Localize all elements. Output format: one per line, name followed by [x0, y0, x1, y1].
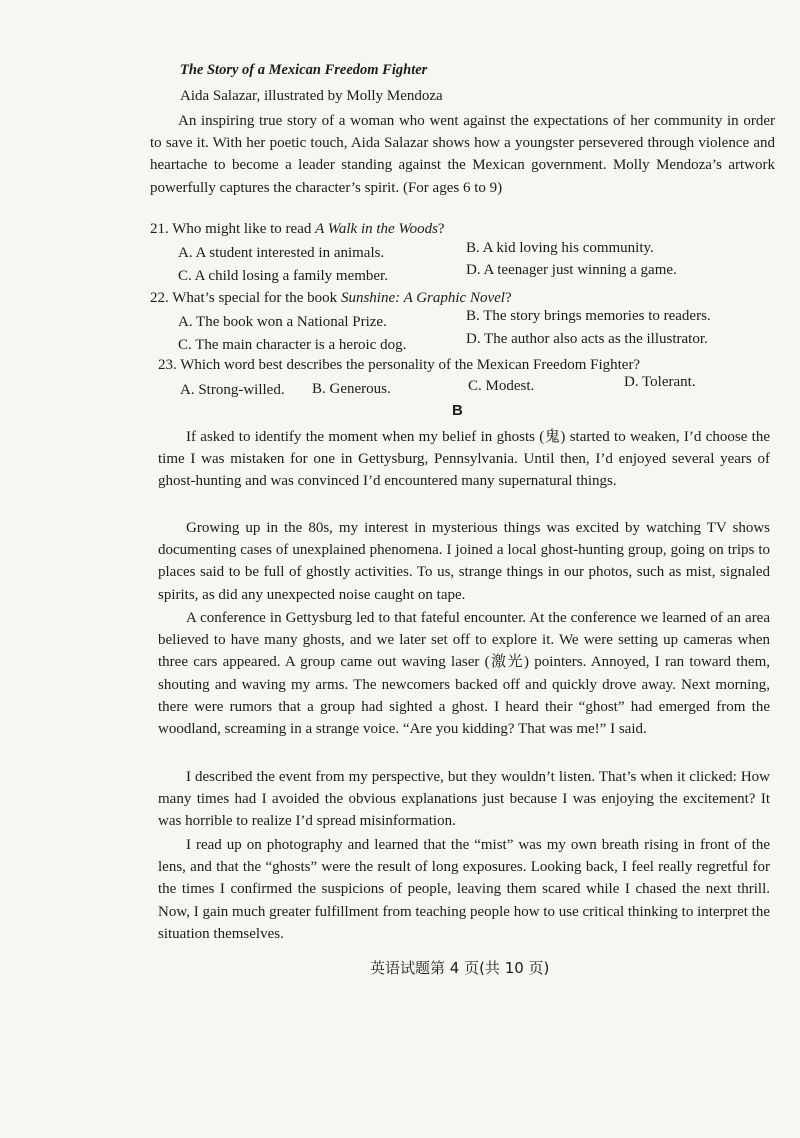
option-22-c[interactable]: C. The main character is a heroic dog. — [178, 337, 407, 353]
section-b-heading: B — [452, 402, 463, 419]
question-21-book-title: A Walk in the Woods — [315, 221, 438, 237]
option-23-a[interactable]: A. Strong-willed. — [180, 382, 285, 398]
option-22-d[interactable]: D. The author also acts as the illustrator. — [466, 331, 708, 347]
book-description: An inspiring true story of a woman who went against the expectations of her community in order to save it. With her poetic touch, Aida Salazar shows how a youngster persevered through violence and heartache to become a leader standing against the Mexican government. Molly Mendoza’s artwork powerfully captures the character’s spirit. (For ages 6 to 9) — [150, 113, 775, 196]
paragraph-b-3: A conference in Gettysburg led to that fateful encounter. At the conference we learned of an area believed to have many ghosts, and we later set off to explore it. We were setting up cameras when three cars appeared. A group came out waving laser (激光) pointers. Annoyed, I ran toward them, shouting and waving my arms. The newcomers backed off and quickly drove away. Next morning, there were rumors that a group had sighted a ghost. I heard their “ghost” had emerged from the woodland, screaming in a strange voice. “Are you kidding? That was me!” I said. — [158, 610, 770, 738]
option-22-b[interactable]: B. The story brings memories to readers. — [466, 308, 711, 324]
author-line: Aida Salazar, illustrated by Molly Mendoza — [180, 88, 443, 104]
question-22-suffix: ? — [504, 290, 512, 306]
option-21-c[interactable]: C. A child losing a family member. — [178, 268, 388, 284]
option-21-b[interactable]: B. A kid loving his community. — [466, 240, 654, 256]
option-23-c[interactable]: C. Modest. — [468, 378, 535, 394]
question-23-prefix: 23. Which word best describes the personality of the Mexican Freedom Fighter? — [158, 357, 641, 373]
option-21-d[interactable]: D. A teenager just winning a game. — [466, 262, 677, 278]
paragraph-b-5: I read up on photography and learned that the “mist” was my own breath rising in front of the lens, and that the “ghosts” were the result of long exposures. Looking back, I feel really regretful for the times I confirmed the suspicions of people, leaving them scared while I chased the next thrill. Now, I gain much greater fulfillment from teaching people how to use critical thinking to interpret the situation themselves. — [158, 837, 770, 942]
question-23 — [158, 357, 778, 374]
question-22 — [150, 290, 770, 307]
option-23-d[interactable]: D. Tolerant. — [624, 374, 696, 390]
option-22-a[interactable]: A. The book won a National Prize. — [178, 314, 387, 330]
question-21 — [150, 221, 770, 238]
paragraph-b-2: Growing up in the 80s, my interest in mysterious things was excited by watching TV shows documenting cases of unexplained phenomena. I joined a local ghost-hunting group, going on trips to places said to be full of ghostly activities. To us, strange things in our photos, such as mist, signaled spirits, as did any unexpected noise caught on tape. — [158, 520, 770, 603]
option-21-a[interactable]: A. A student interested in animals. — [178, 245, 385, 261]
book-title: The Story of a Mexican Freedom Fighter — [180, 62, 428, 78]
question-22-prefix: 22. What’s special for the book — [150, 290, 341, 306]
question-21-suffix: ? — [437, 221, 445, 237]
paragraph-b-4: I described the event from my perspective, but they wouldn’t listen. That’s when it clicked: How many times had I avoided the obvious explanations just because I was enjoying the excitement? It was horrible to realize I’d spread misinformation. — [158, 769, 770, 830]
question-22-book-title: Sunshine: A Graphic Novel — [340, 290, 505, 306]
question-21-prefix: 21. Who might like to read — [150, 221, 316, 237]
paragraph-b-1: If asked to identify the moment when my belief in ghosts (鬼) started to weaken, I’d choose the time I was mistaken for one in Gettysburg, Pennsylvania. Until then, I’d enjoyed several years of ghost-hunting and was convinced I’d encountered many supernatural things. — [158, 429, 770, 490]
option-23-b[interactable]: B. Generous. — [312, 381, 391, 397]
page-footer: 英语试题第 4 页(共 10 页) — [370, 959, 550, 977]
